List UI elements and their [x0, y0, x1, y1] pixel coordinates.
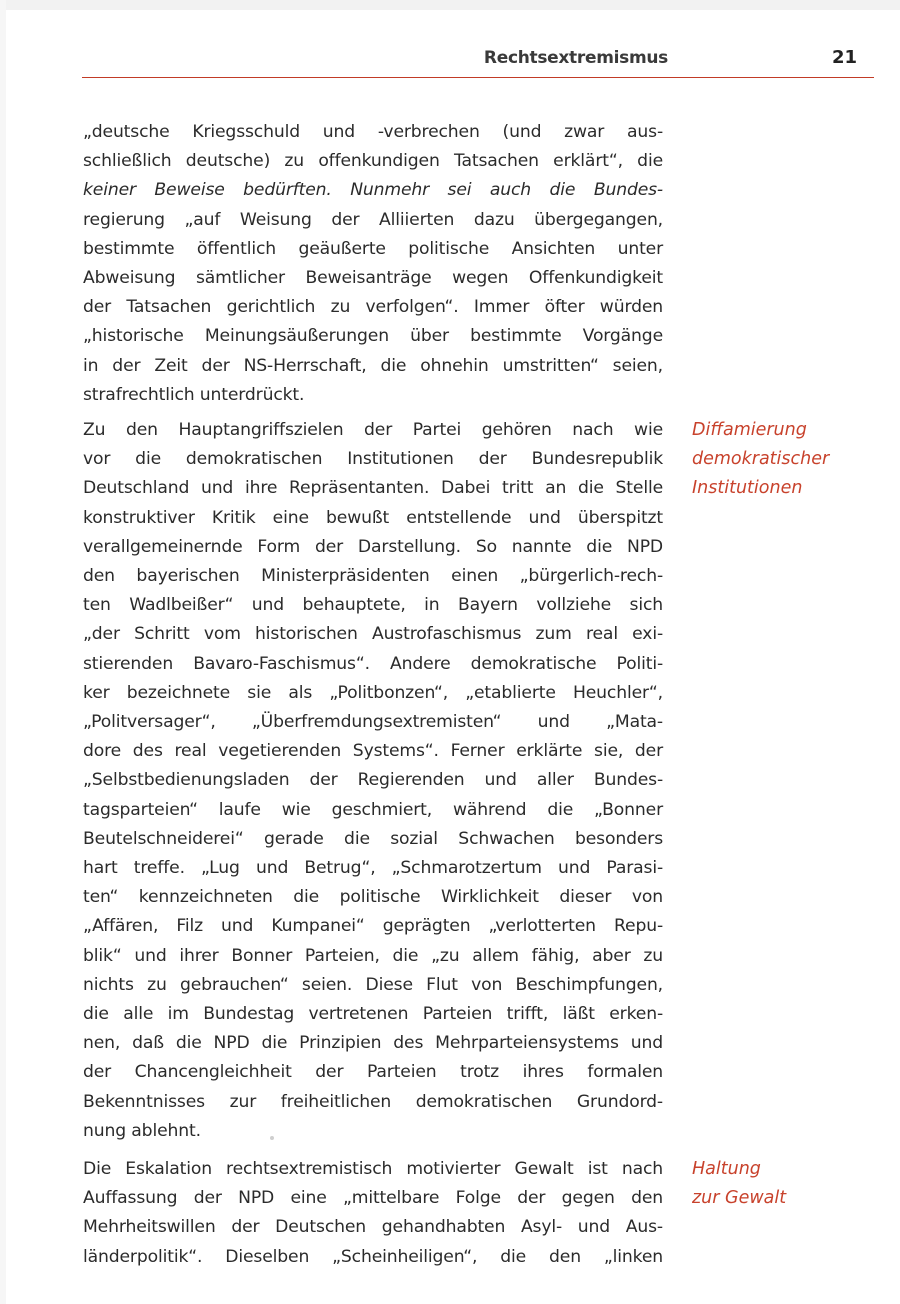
text-line: vor die demokratischen Institutionen der Bundesrepublik [83, 449, 663, 470]
text-line: verallgemeinernde Form der Darstellung. So nannte die NPD [83, 536, 663, 557]
text-line: ten Wadlbeißer“ und behauptete, in Bayern vollziehe sich [83, 595, 663, 616]
text-line: „Politversager“, „Überfremdungsextremisten“ und „Mata- [83, 712, 663, 733]
margin-note-line: Haltung [692, 1159, 761, 1179]
text-line: blik“ und ihrer Bonner Parteien, die „zu allem fähig, aber zu [83, 945, 663, 966]
text-line: strafrechtlich unterdrückt. [83, 384, 305, 405]
text-line: ten“ kennzeichneten die politische Wirklichkeit dieser von [83, 887, 663, 908]
scan-speck [270, 1136, 274, 1140]
paragraph-2 [83, 416, 663, 1146]
text-line: nen, daß die NPD die Prinzipien des Mehrparteiensystems und [83, 1033, 663, 1054]
text-line: Die Eskalation rechtsextremistisch motivierter Gewalt ist nach [83, 1159, 663, 1179]
text-line: dore des real vegetierenden Systems“. Ferner erklärte sie, der [83, 741, 663, 762]
text-line: Auffassung der NPD eine „mittelbare Folge der gegen den [83, 1188, 663, 1209]
text-line: Abweisung sämtlicher Beweisanträge wegen Offenkundigkeit [83, 268, 663, 289]
text-line: bestimmte öffentlich geäußerte politische Ansichten unter [83, 238, 663, 259]
text-line: tagsparteien“ laufe wie geschmiert, während die „Bonner [83, 799, 663, 820]
text-line: regierung „auf Weisung der Alliierten dazu übergegangen, [83, 209, 663, 230]
text-line: Zu den Hauptangriffszielen der Partei gehören nach wie [83, 420, 663, 440]
text-line: der Chancengleichheit der Parteien trotz ihres formalen [83, 1062, 663, 1083]
text-line: stierenden Bavaro-Faschismus“. Andere demokratische Politi- [83, 653, 663, 674]
page-number: 21 [832, 47, 858, 68]
running-header-title: Rechtsextremismus [483, 48, 668, 68]
text-line: „Selbstbedienungsladen der Regierenden und aller Bundes- [83, 770, 663, 791]
text-line: ker bezeichnete sie als „Politbonzen“, „etablierte Heuchler“, [83, 682, 663, 703]
text-line: der Tatsachen gerichtlich zu verfolgen“. Immer öfter würden [83, 297, 663, 318]
text-line: die alle im Bundestag vertretenen Parteien trifft, läßt erken- [83, 1004, 663, 1025]
text-line: Bekenntnisses zur freiheitlichen demokratischen Grundord- [83, 1091, 663, 1112]
text-line: keiner Beweise bedürften. Nunmehr sei auch die Bundes- [83, 180, 663, 201]
paragraph-1 [83, 118, 663, 410]
scan-left-edge [0, 0, 6, 1304]
text-line: konstruktiver Kritik eine bewußt entstellende und überspitzt [83, 507, 663, 528]
text-line: „Affären, Filz und Kumpanei“ geprägten „verlotterten Repu- [83, 916, 663, 937]
text-line: Deutschland und ihre Repräsentanten. Dabei tritt an die Stelle [83, 478, 663, 499]
text-line: „historische Meinungsäußerungen über bestimmte Vorgänge [83, 326, 663, 347]
text-line: „der Schritt vom historischen Austrofaschismus zum real exi- [83, 624, 663, 645]
text-line: den bayerischen Ministerpräsidenten einen „bürgerlich-rech- [83, 566, 663, 587]
margin-note-line: demokratischer [692, 449, 830, 469]
text-line: nung ablehnt. [83, 1120, 201, 1141]
scan-top-edge [0, 0, 900, 10]
text-line: nichts zu gebrauchen“ seien. Diese Flut von Beschimpfungen, [83, 974, 663, 995]
margin-note-line: Institutionen [692, 478, 803, 498]
header-rule [82, 77, 874, 78]
margin-note-line: zur Gewalt [692, 1188, 787, 1208]
text-line: hart treffe. „Lug und Betrug“, „Schmarotzertum und Parasi- [83, 858, 663, 879]
margin-note-line: Diffamierung [692, 420, 807, 440]
text-line: länderpolitik“. Dieselben „Scheinheiligen“, die den „linken [83, 1246, 663, 1267]
paragraph-3 [83, 1155, 663, 1272]
text-line: in der Zeit der NS-Herrschaft, die ohnehin umstritten“ seien, [83, 355, 663, 376]
text-line: „deutsche Kriegsschuld und -verbrechen (und zwar aus- [83, 122, 663, 142]
margin-note-haltung [692, 1155, 892, 1213]
text-line: Beutelschneiderei“ gerade die sozial Schwachen besonders [83, 828, 663, 849]
margin-note-diffamierung [692, 416, 892, 503]
text-line: schließlich deutsche) zu offenkundigen Tatsachen erklärt“, die [83, 151, 663, 172]
text-line: Mehrheitswillen der Deutschen gehandhabten Asyl- und Aus- [83, 1217, 663, 1238]
